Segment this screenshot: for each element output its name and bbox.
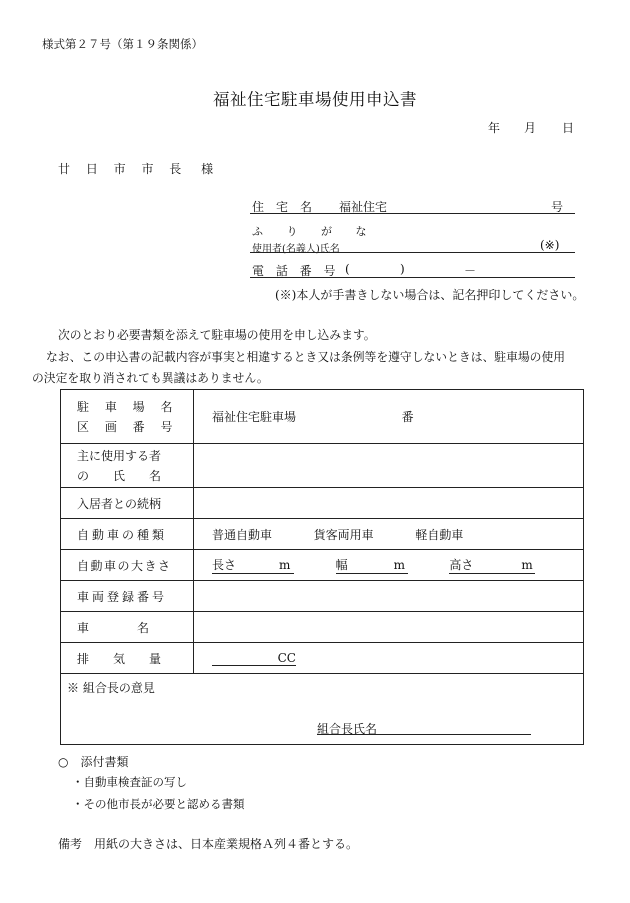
form-number: 様式第２７号（第１９条関係） (42, 37, 203, 51)
type-options (194, 519, 584, 550)
row-parking (61, 390, 584, 444)
date-month: 月 (524, 121, 537, 135)
size-width-label: 幅 (335, 558, 348, 572)
addressee-name: 廿 日 市 市 長 (58, 162, 188, 176)
size-height-label: 高さ (449, 558, 474, 572)
parking-value: 福祉住宅駐車場 (212, 410, 297, 424)
phone-label: 電 話 番 号 (252, 264, 340, 278)
size-width-unit: m (393, 558, 406, 572)
size-length-field[interactable] (212, 556, 294, 574)
row-car-name (61, 612, 584, 643)
attachments-heading: ○ 添付書類 (58, 755, 129, 769)
size-label: 自動車の大きさ (61, 550, 194, 581)
residence-suffix: 号 (551, 200, 564, 214)
intro-line-1: 次のとおり必要書類を添えて駐車場の使用を申し込みます。 (58, 328, 376, 342)
row-displacement (61, 643, 584, 674)
opinion-label: ※ 組合長の意見 (67, 681, 155, 695)
relation-label: 入居者との続柄 (61, 488, 194, 519)
displacement-cell (194, 643, 584, 674)
parking-value-cell[interactable] (194, 390, 584, 444)
document-title: 福祉住宅駐車場使用申込書 (213, 90, 417, 109)
residence-label: 住 宅 名 (252, 200, 313, 214)
chief-name-field[interactable] (317, 734, 531, 735)
type-option-regular[interactable]: 普通自動車 (212, 527, 273, 542)
registration-field[interactable] (194, 581, 584, 612)
car-name-field[interactable] (194, 612, 584, 643)
phone-field[interactable] (250, 277, 575, 278)
type-option-kei[interactable]: 軽自動車 (415, 527, 464, 542)
date-year: 年 (488, 121, 501, 135)
parking-label-1: 駐 車 場 名 (77, 399, 179, 414)
type-option-cargo[interactable]: 貨客両用車 (313, 527, 374, 542)
relation-field[interactable] (194, 488, 584, 519)
user-label-cell (61, 444, 194, 488)
registration-label: 車両登録番号 (61, 581, 194, 612)
attachment-item: ・自動車検査証の写し (72, 775, 187, 789)
phone-close-paren: ) (400, 262, 405, 276)
size-length-unit: m (279, 558, 291, 572)
parking-suffix: 番 (401, 410, 414, 424)
user-name-field[interactable] (194, 444, 584, 488)
displacement-unit: CC (277, 650, 296, 665)
addressee (58, 160, 219, 177)
user-label-2: の 氏 名 (77, 468, 162, 483)
remarks: 備考 用紙の大きさは、日本産業規格Ａ列４番とする。 (58, 837, 359, 851)
furigana-label: ふ り が な (252, 225, 377, 238)
row-opinion (61, 674, 584, 745)
attachment-item: ・その他市長が必要と認める書類 (72, 797, 245, 811)
chief-name-label: 組合長氏名 (317, 722, 378, 736)
row-vehicle-type (61, 519, 584, 550)
size-values (194, 550, 584, 581)
intro-line-2: なお、この申込書の記載内容が事実と相違するとき又は条例等を遵守しないときは、駐車場の使用 (46, 350, 566, 364)
size-height-unit: m (521, 558, 533, 572)
residence-value[interactable]: 福祉住宅 (339, 200, 388, 214)
row-registration (61, 581, 584, 612)
applicant-name-field[interactable] (250, 252, 575, 253)
size-width-field[interactable] (336, 556, 408, 574)
applicant-name-mark: (※) (540, 238, 560, 252)
displacement-label: 排 気 量 (61, 643, 194, 674)
user-label-1: 主に使用する者 (77, 448, 162, 463)
parking-label-cell (61, 390, 194, 444)
intro-line-3: の決定を取り消されても異議はありません。 (32, 371, 269, 385)
applicant-name-label: 使用者(名義人)氏名 (252, 244, 340, 255)
residence-underline (250, 213, 575, 214)
phone-open-paren: ( (345, 262, 350, 276)
displacement-field[interactable] (212, 651, 296, 666)
size-height-field[interactable] (449, 556, 535, 574)
application-table (60, 389, 584, 745)
row-relation (61, 488, 584, 519)
parking-label-2: 区 画 番 号 (77, 419, 179, 434)
addressee-suffix: 様 (201, 162, 220, 176)
phone-dash: － (464, 264, 477, 278)
row-vehicle-size (61, 550, 584, 581)
date-day: 日 (562, 121, 575, 135)
row-user (61, 444, 584, 488)
car-name-label: 車 名 (61, 612, 194, 643)
size-length-label: 長さ (212, 558, 237, 572)
opinion-cell[interactable] (61, 674, 584, 745)
applicant-note: (※)本人が手書きしない場合は、記名押印してください。 (275, 288, 585, 302)
type-label: 自動車の種類 (61, 519, 194, 550)
